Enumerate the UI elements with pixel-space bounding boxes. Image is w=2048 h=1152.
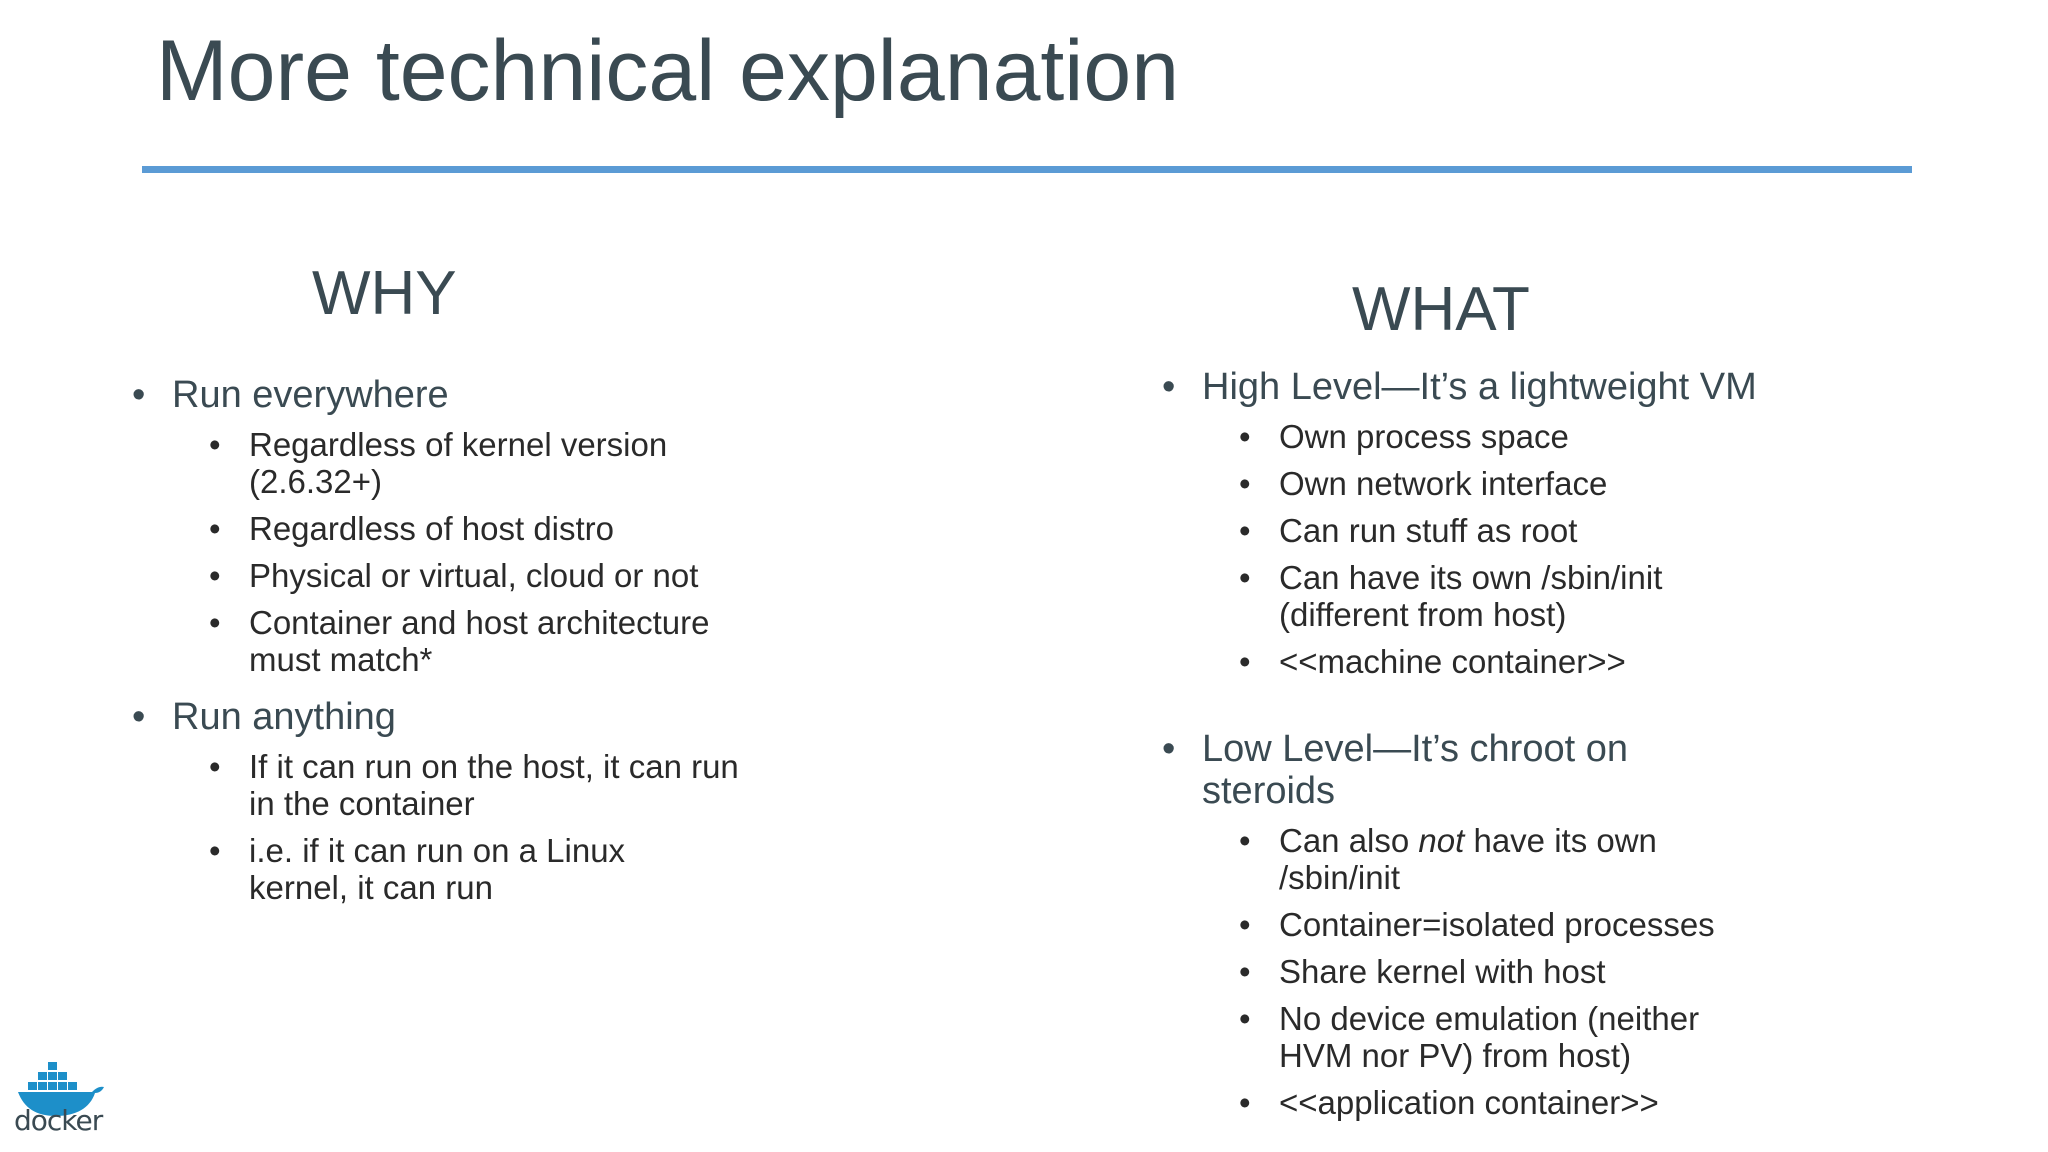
list-item-label: If it can run on the host, it can run in the container: [249, 748, 739, 822]
list-item: [209, 748, 739, 822]
list-item: [209, 510, 752, 547]
bullet-icon: •: [1239, 822, 1251, 859]
why-column: [132, 374, 752, 906]
list-item: [1239, 418, 1922, 455]
slide-title: More technical explanation: [156, 23, 1180, 119]
bullet-icon: •: [209, 510, 221, 547]
title-rule: [142, 166, 1912, 173]
list-item-label: Physical or virtual, cloud or not: [249, 557, 699, 594]
sublist: [209, 426, 752, 678]
list-item-label: Can also not have its own /sbin/init: [1279, 822, 1657, 896]
list-item-label: No device emulation (neither HVM nor PV) from host): [1279, 1000, 1700, 1074]
sublist: [1239, 418, 1922, 680]
list-item-label: Container=isolated processes: [1279, 906, 1715, 943]
bullet-icon: •: [1239, 906, 1251, 943]
list-item-label: <<machine container>>: [1279, 643, 1626, 680]
list-item-label: Own process space: [1279, 418, 1569, 455]
list-item-label: Run everywhere: [172, 374, 449, 416]
list-item: [1239, 1000, 1759, 1074]
list-item: [209, 557, 752, 594]
list-item: [132, 374, 752, 416]
list-item-label: Regardless of host distro: [249, 510, 615, 547]
list-item: [132, 696, 752, 738]
bullet-icon: •: [209, 832, 221, 869]
list-item-label: Can run stuff as root: [1279, 512, 1578, 549]
list-item: [1239, 643, 1922, 680]
bullet-icon: •: [1239, 559, 1251, 596]
list-item-label: High Level—It’s a lightweight VM: [1202, 366, 1757, 408]
list-item-label: Share kernel with host: [1279, 953, 1606, 990]
list-item: [1239, 953, 1922, 990]
bullet-icon: •: [1162, 366, 1176, 408]
list-item-label: Container and host architecture must match*: [249, 604, 710, 678]
bullet-icon: •: [209, 426, 221, 463]
list-item: [1239, 1084, 1922, 1121]
why-heading: WHY: [312, 259, 457, 328]
list-item-label: Run anything: [172, 696, 396, 738]
list-item: [209, 832, 689, 906]
bullet-icon: •: [1239, 643, 1251, 680]
docker-logo-text: docker: [14, 1104, 103, 1137]
bullet-icon: •: [209, 557, 221, 594]
bullet-icon: •: [209, 748, 221, 785]
list-item: [1239, 465, 1922, 502]
list-item: [209, 604, 749, 678]
bullet-icon: •: [1239, 418, 1251, 455]
bullet-icon: •: [1239, 465, 1251, 502]
bullet-icon: •: [209, 604, 221, 641]
bullet-icon: •: [1239, 512, 1251, 549]
list-item: [1162, 728, 1722, 812]
list-item-label: <<application container>>: [1279, 1084, 1659, 1121]
bullet-icon: •: [1239, 1084, 1251, 1121]
list-item: [1162, 366, 1922, 408]
list-item-label: Regardless of kernel version (2.6.32+): [249, 426, 668, 500]
list-item: [1239, 559, 1719, 633]
list-item: [1239, 512, 1922, 549]
list-item-label: Can have its own /sbin/init (different from host): [1279, 559, 1663, 633]
bullet-icon: •: [1239, 1000, 1251, 1037]
list-item-label: Low Level—It’s chroot on steroids: [1202, 728, 1628, 812]
bullet-icon: •: [132, 696, 146, 738]
sublist: [1239, 822, 1922, 1121]
list-item-label: Own network interface: [1279, 465, 1608, 502]
list-item: [1239, 822, 1719, 896]
list-item: [1239, 906, 1922, 943]
bullet-icon: •: [1162, 728, 1176, 770]
sublist: [209, 748, 752, 906]
what-column: [1162, 366, 1922, 1121]
list-item: [209, 426, 729, 500]
list-item-label: i.e. if it can run on a Linux kernel, it can run: [249, 832, 626, 906]
bullet-icon: •: [132, 374, 146, 416]
bullet-icon: •: [1239, 953, 1251, 990]
what-heading: WHAT: [1352, 275, 1530, 344]
